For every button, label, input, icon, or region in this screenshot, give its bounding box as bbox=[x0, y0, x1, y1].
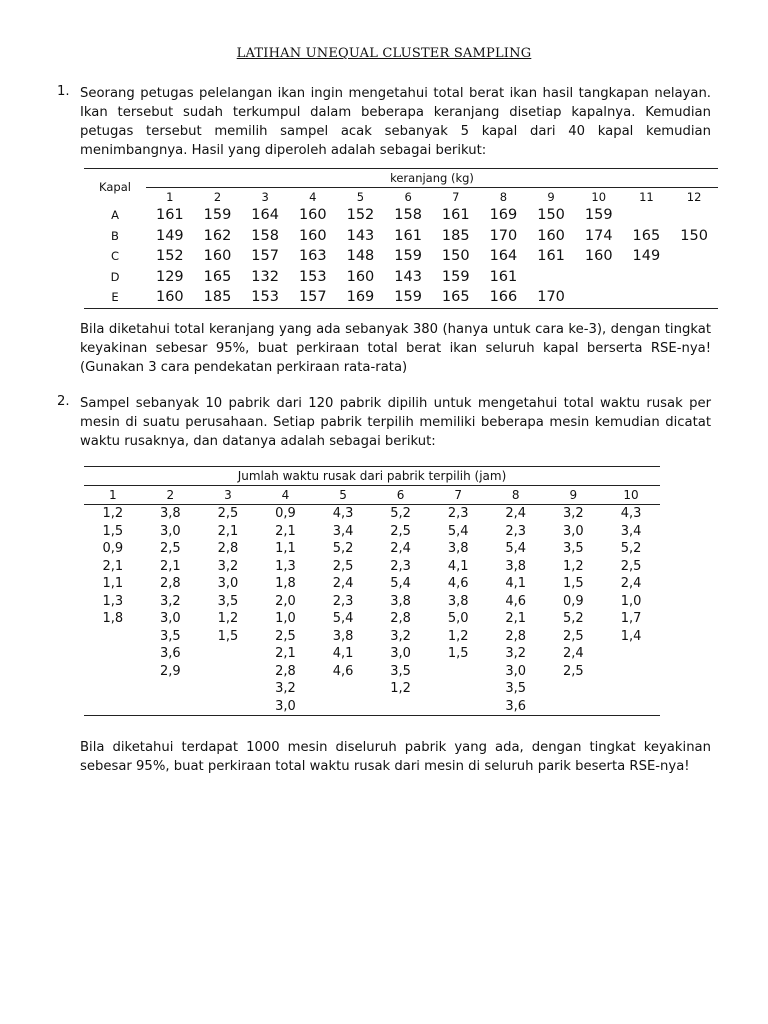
table-cell: 3,2 bbox=[217, 558, 239, 574]
question-1-after-text: Bila diketahui total keranjang yang ada sebanyak 380 (hanya untuk cara ke-3), dengan tingkat keyakinan sebesar 95%, buat perkiraan total berat ikan seluruh kapal berserta RSE-nya! (Gunakan 3 cara pendekatan perkiraan rata-rata) bbox=[80, 322, 711, 375]
table-cell: 0,9 bbox=[562, 593, 584, 609]
table-cell bbox=[84, 645, 142, 663]
table-cell: 150 bbox=[441, 248, 470, 265]
table-cell bbox=[429, 698, 487, 716]
table-cell: 2,4 bbox=[332, 576, 354, 592]
table-cell bbox=[142, 680, 200, 698]
table-cell: 1,5 bbox=[447, 646, 469, 662]
table-cell: 1,2 bbox=[217, 611, 239, 627]
table-cell: 3,0 bbox=[390, 646, 411, 662]
table-cell: 3,8 bbox=[447, 541, 469, 557]
table-cell: 2,1 bbox=[275, 646, 296, 662]
table-cell: 150 bbox=[537, 207, 565, 224]
table-row bbox=[84, 628, 660, 646]
table-row bbox=[84, 523, 660, 541]
table-row bbox=[84, 593, 660, 611]
table-cell: 149 bbox=[632, 248, 661, 265]
table-cell: 3,2 bbox=[505, 646, 527, 662]
table-cell: 1,3 bbox=[275, 558, 296, 574]
table-cell: 159 bbox=[384, 287, 432, 308]
table-cell bbox=[199, 663, 257, 681]
table-cell: 4,1 bbox=[505, 576, 527, 592]
table-2-caption: Jumlah waktu rusak dari pabrik terpilih (jam) bbox=[84, 467, 660, 486]
table-cell: 160 bbox=[298, 207, 327, 224]
table-cell: 2,5 bbox=[332, 558, 354, 574]
table-cell bbox=[623, 287, 671, 308]
table-cell: 157 bbox=[251, 248, 279, 265]
question-1-text: Seorang petugas pelelangan ikan ingin mengetahui total berat ikan hasil tangkapan nelayan. Ikan tersebut sudah terkumpul dalam beberapa keranjang disetiap kapalnya. Kemudian petugas tersebut memilih sampel acak sebanyak 5 kapal dari 40 kapal kemudian menimbangnya. Hasil yang diperoleh adalah sebagai berikut: bbox=[80, 86, 711, 158]
question-2-text: Sampel sebanyak 10 pabrik dari 120 pabrik dipilih untuk mengetahui total waktu rusak per mesin di suatu perusahaan. Setiap pabrik terpilih memiliki beberapa mesin kemudian dicatat waktu rusaknya, dan datanya adalah sebagai berikut: bbox=[80, 396, 711, 449]
table-cell: 153 bbox=[298, 268, 327, 285]
table-cell: 3,5 bbox=[217, 593, 239, 609]
table-row bbox=[84, 246, 718, 267]
table-cell: 3,8 bbox=[160, 506, 181, 522]
table-2-column-header: 7 bbox=[429, 486, 487, 505]
table-cell: 3,8 bbox=[505, 558, 527, 574]
table-cell bbox=[199, 680, 257, 698]
table-1-column-header: 8 bbox=[499, 189, 508, 204]
table-cell: 4,6 bbox=[447, 576, 469, 592]
table-cell: 2,5 bbox=[217, 506, 239, 522]
table-2-column-header: 6 bbox=[372, 486, 430, 505]
table-cell: 2,0 bbox=[275, 593, 296, 609]
table-cell: 2,1 bbox=[102, 558, 124, 574]
table-1-column-header: 9 bbox=[547, 189, 555, 204]
table-cell: 0,9 bbox=[102, 541, 124, 557]
table-cell: 161 bbox=[394, 227, 422, 244]
table-cell bbox=[545, 698, 603, 716]
table-row bbox=[84, 540, 660, 558]
table-cell bbox=[372, 698, 430, 716]
table-1-column-headers bbox=[84, 188, 718, 206]
row-label: E bbox=[84, 287, 146, 308]
table-row bbox=[84, 267, 718, 288]
table-row bbox=[84, 575, 660, 593]
table-cell: 164 bbox=[251, 207, 279, 224]
table-cell: 160 bbox=[298, 227, 327, 244]
table-2-column-headers bbox=[84, 486, 660, 505]
table-cell: 159 bbox=[584, 207, 613, 224]
table-cell: 2,9 bbox=[160, 663, 181, 679]
table-cell: 1,8 bbox=[102, 611, 124, 627]
table-cell: 143 bbox=[346, 227, 375, 244]
table-cell: 152 bbox=[155, 248, 184, 265]
table-1-column-header: 4 bbox=[309, 189, 317, 204]
table-1-group-header: keranjang (kg) bbox=[146, 169, 718, 188]
table-cell bbox=[142, 698, 200, 716]
table-cell bbox=[527, 267, 575, 288]
table-cell: 5,4 bbox=[332, 611, 354, 627]
table-cell bbox=[670, 205, 718, 226]
table-cell: 2,3 bbox=[390, 558, 411, 574]
table-cell: 161 bbox=[489, 268, 518, 285]
table-cell: 3,4 bbox=[332, 523, 354, 539]
table-cell: 2,8 bbox=[217, 541, 239, 557]
table-cell: 160 bbox=[146, 287, 194, 308]
table-cell: 161 bbox=[441, 207, 470, 224]
table-cell: 5,2 bbox=[332, 541, 354, 557]
table-cell bbox=[84, 680, 142, 698]
table-1-row-header: Kapal bbox=[84, 169, 146, 206]
table-cell: 0,9 bbox=[275, 506, 296, 522]
table-cell: 3,0 bbox=[562, 523, 584, 539]
question-2-number: 2. bbox=[57, 394, 70, 409]
table-cell: 4,3 bbox=[620, 506, 642, 522]
table-cell: 157 bbox=[289, 287, 337, 308]
table-cell bbox=[84, 698, 142, 716]
table-cell bbox=[545, 680, 603, 698]
table-row bbox=[84, 505, 660, 523]
table-cell bbox=[575, 287, 623, 308]
table-cell: 3,2 bbox=[562, 506, 584, 522]
table-cell: 161 bbox=[155, 207, 184, 224]
table-cell: 2,5 bbox=[620, 558, 642, 574]
table-cell: 158 bbox=[394, 207, 422, 224]
table-cell: 3,0 bbox=[505, 663, 527, 679]
table-cell: 3,5 bbox=[390, 663, 411, 679]
table-cell: 1,0 bbox=[275, 611, 296, 627]
table-cell: 1,0 bbox=[620, 593, 642, 609]
table-cell: 3,6 bbox=[160, 646, 181, 662]
table-1-column-header: 2 bbox=[213, 189, 222, 204]
table-cell: 165 bbox=[432, 287, 480, 308]
table-cell: 1,5 bbox=[102, 523, 124, 539]
table-cell: 2,4 bbox=[390, 541, 411, 557]
table-cell bbox=[314, 680, 372, 698]
table-cell: 1,1 bbox=[102, 576, 124, 592]
table-row bbox=[84, 287, 718, 308]
row-label: D bbox=[110, 269, 120, 284]
table-cell: 5,4 bbox=[447, 523, 469, 539]
table-cell: 148 bbox=[346, 248, 375, 265]
table-cell bbox=[84, 628, 142, 646]
row-label: A bbox=[111, 208, 119, 223]
table-cell: 2,5 bbox=[562, 628, 584, 644]
table-cell: 3,2 bbox=[390, 628, 411, 644]
table-cell: 3,2 bbox=[160, 593, 181, 609]
table-cell: 5,4 bbox=[390, 576, 411, 592]
table-cell bbox=[199, 645, 257, 663]
table-cell: 132 bbox=[251, 268, 279, 285]
table-cell: 1,4 bbox=[620, 628, 642, 644]
table-cell: 2,8 bbox=[390, 611, 411, 627]
table-cell: 3,0 bbox=[217, 576, 239, 592]
row-label: B bbox=[111, 228, 119, 243]
table-1-column-header: 6 bbox=[404, 189, 412, 204]
table-1-column-header: 5 bbox=[356, 189, 365, 204]
table-cell: 2,1 bbox=[275, 523, 296, 539]
table-cell bbox=[602, 663, 660, 681]
table-row bbox=[84, 558, 660, 576]
table-cell bbox=[670, 287, 718, 308]
table-2-column-header: 2 bbox=[142, 486, 200, 505]
table-cell: 2,8 bbox=[505, 628, 527, 644]
table-cell: 2,5 bbox=[562, 663, 584, 679]
table-cell: 2,4 bbox=[505, 506, 527, 522]
table-cell: 2,4 bbox=[562, 646, 584, 662]
table-cell: 5,2 bbox=[390, 506, 411, 522]
table-cell: 1,5 bbox=[217, 628, 239, 644]
table-2 bbox=[84, 466, 660, 716]
table-cell: 1,3 bbox=[102, 593, 124, 609]
table-cell: 2,1 bbox=[160, 558, 181, 574]
table-cell: 2,4 bbox=[620, 576, 642, 592]
table-cell: 4,1 bbox=[447, 558, 469, 574]
table-cell: 4,6 bbox=[332, 663, 354, 679]
table-row bbox=[84, 663, 660, 681]
table-cell: 3,4 bbox=[620, 523, 642, 539]
table-row bbox=[84, 226, 718, 247]
table-cell: 2,3 bbox=[447, 506, 469, 522]
table-row bbox=[84, 645, 660, 663]
table-1-column-header: 3 bbox=[261, 189, 269, 204]
table-cell bbox=[199, 698, 257, 716]
table-cell: 2,3 bbox=[332, 593, 354, 609]
table-cell bbox=[84, 663, 142, 681]
table-cell: 4,6 bbox=[505, 593, 527, 609]
table-cell: 185 bbox=[441, 227, 470, 244]
table-cell: 1,2 bbox=[390, 681, 411, 697]
table-cell: 169 bbox=[489, 207, 518, 224]
table-cell: 2,1 bbox=[505, 611, 527, 627]
table-2-column-header: 1 bbox=[84, 486, 142, 505]
table-cell: 3,5 bbox=[562, 541, 584, 557]
table-cell: 5,4 bbox=[505, 541, 527, 557]
table-cell: 164 bbox=[489, 248, 518, 265]
table-cell: 162 bbox=[203, 227, 232, 244]
row-label: C bbox=[110, 249, 120, 264]
table-cell: 3,5 bbox=[160, 628, 181, 644]
table-cell: 1,5 bbox=[562, 576, 584, 592]
table-cell bbox=[602, 698, 660, 716]
table-cell: 129 bbox=[155, 268, 184, 285]
table-cell: 1,2 bbox=[447, 628, 469, 644]
table-cell: 4,1 bbox=[332, 646, 354, 662]
table-cell: 3,2 bbox=[275, 681, 296, 697]
table-cell bbox=[602, 645, 660, 663]
page-title: LATIHAN UNEQUAL CLUSTER SAMPLING bbox=[236, 46, 532, 61]
question-1-number: 1. bbox=[57, 84, 70, 99]
table-cell: 160 bbox=[584, 248, 613, 265]
question-2-after-text: Bila diketahui terdapat 1000 mesin diseluruh pabrik yang ada, dengan tingkat keyakinan sebesar 95%, buat perkiraan total waktu rusak dari mesin di seluruh parik beserta RSE-nya! bbox=[80, 740, 711, 774]
table-cell: 5,2 bbox=[620, 541, 642, 557]
table-cell: 2,5 bbox=[275, 628, 296, 644]
table-row bbox=[84, 205, 718, 226]
table-cell: 159 bbox=[203, 207, 232, 224]
table-cell bbox=[623, 205, 671, 226]
table-cell: 185 bbox=[194, 287, 242, 308]
table-cell: 5,0 bbox=[447, 611, 469, 627]
table-cell bbox=[623, 267, 671, 288]
table-2-column-header: 5 bbox=[314, 486, 372, 505]
table-cell: 5,2 bbox=[562, 611, 584, 627]
table-cell: 150 bbox=[680, 227, 708, 244]
table-cell: 165 bbox=[203, 268, 232, 285]
table-cell: 1,2 bbox=[562, 558, 584, 574]
table-cell: 3,6 bbox=[487, 698, 545, 716]
table-2-column-header: 10 bbox=[602, 486, 660, 505]
table-cell: 161 bbox=[537, 248, 565, 265]
table-cell bbox=[670, 246, 718, 267]
table-cell: 149 bbox=[155, 227, 184, 244]
table-cell: 3,8 bbox=[447, 593, 469, 609]
table-1-column-header: 1 bbox=[166, 189, 174, 204]
table-cell: 4,3 bbox=[332, 506, 354, 522]
table-cell: 169 bbox=[337, 287, 385, 308]
table-cell: 1,2 bbox=[102, 506, 124, 522]
table-cell: 163 bbox=[298, 248, 327, 265]
table-cell: 160 bbox=[203, 248, 232, 265]
table-cell: 2,8 bbox=[160, 576, 181, 592]
table-cell: 1,7 bbox=[620, 611, 642, 627]
table-cell: 3,0 bbox=[160, 611, 181, 627]
table-cell: 158 bbox=[251, 227, 279, 244]
table-cell bbox=[575, 267, 623, 288]
table-cell: 159 bbox=[394, 248, 422, 265]
table-cell: 1,8 bbox=[275, 576, 296, 592]
table-cell: 3,5 bbox=[505, 681, 527, 697]
table-cell: 2,8 bbox=[275, 663, 296, 679]
table-cell: 3,0 bbox=[160, 523, 181, 539]
table-cell: 166 bbox=[480, 287, 528, 308]
table-cell: 159 bbox=[441, 268, 470, 285]
table-cell: 3,8 bbox=[390, 593, 411, 609]
table-cell: 2,5 bbox=[160, 541, 181, 557]
table-2-column-header: 4 bbox=[257, 486, 315, 505]
table-cell: 3,8 bbox=[332, 628, 354, 644]
table-1 bbox=[84, 168, 718, 309]
table-1-column-header: 12 bbox=[686, 189, 702, 204]
table-cell: 153 bbox=[241, 287, 289, 308]
table-1-column-header: 10 bbox=[591, 189, 607, 204]
table-cell: 2,1 bbox=[217, 523, 239, 539]
table-cell: 170 bbox=[489, 227, 518, 244]
table-row bbox=[84, 610, 660, 628]
table-cell: 165 bbox=[632, 227, 661, 244]
table-cell: 174 bbox=[584, 227, 613, 244]
table-row bbox=[84, 698, 660, 716]
table-cell bbox=[602, 680, 660, 698]
table-cell: 2,5 bbox=[390, 523, 411, 539]
table-cell: 160 bbox=[346, 268, 375, 285]
table-cell: 3,0 bbox=[257, 698, 315, 716]
table-cell: 1,1 bbox=[275, 541, 296, 557]
table-2-column-header: 8 bbox=[487, 486, 545, 505]
table-cell: 170 bbox=[527, 287, 575, 308]
table-cell: 160 bbox=[537, 227, 565, 244]
table-cell bbox=[429, 680, 487, 698]
table-cell: 2,3 bbox=[505, 523, 527, 539]
table-cell bbox=[429, 663, 487, 681]
table-2-column-header: 3 bbox=[199, 486, 257, 505]
table-1-column-header: 11 bbox=[639, 189, 654, 204]
table-row bbox=[84, 680, 660, 698]
table-cell: 152 bbox=[346, 207, 375, 224]
table-cell bbox=[670, 267, 718, 288]
table-cell: 143 bbox=[394, 268, 422, 285]
table-cell bbox=[314, 698, 372, 716]
table-2-column-header: 9 bbox=[545, 486, 603, 505]
table-1-column-header: 7 bbox=[452, 189, 460, 204]
